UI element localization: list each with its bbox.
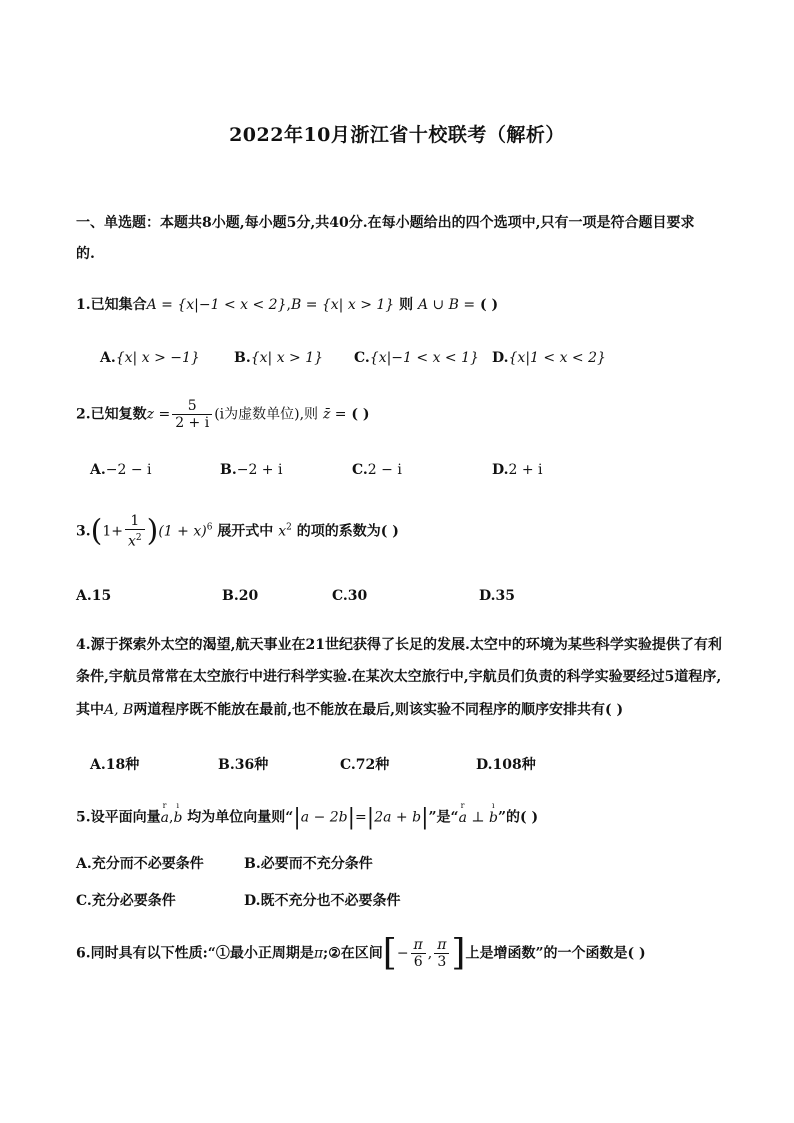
q6-neg: − [396, 945, 409, 962]
q3-fraction [125, 513, 145, 550]
q1-option-a [100, 350, 200, 366]
option-label: C. [354, 350, 370, 366]
section-heading: 一、单选题：本题共8小题,每小题5分,共40分.在每小题给出的四个选项中,只有一项是符合题目要求 [76, 215, 695, 231]
option-text: 36种 [234, 757, 269, 773]
option-label: B. [234, 350, 251, 366]
option-text: {x| x > −1} [115, 350, 200, 366]
q2-fraction [172, 398, 212, 431]
q3-den-exp: 2 [135, 533, 142, 543]
q3-option-c [332, 588, 367, 604]
q5-rhs: 2a + b [374, 809, 422, 826]
q5-perp: ⊥ [466, 809, 490, 826]
right-paren: ) [146, 513, 159, 549]
q6-pi: π [313, 945, 324, 962]
q5-mid2: ”是“ [428, 809, 459, 826]
left-bracket: [ [382, 932, 397, 974]
option-label: D. [479, 588, 496, 604]
q5-perp-a: r a [459, 810, 467, 826]
option-text: 35 [495, 588, 515, 604]
option-text: 72种 [355, 757, 390, 773]
option-text: 15 [91, 588, 112, 604]
option-text: 18种 [105, 757, 140, 773]
q3-num: 1 [125, 513, 145, 530]
q5-vec-a: r a [161, 810, 169, 826]
q3-option-b [222, 588, 258, 604]
option-text: 充分而不必要条件 [91, 856, 204, 872]
q5-vec-b: ı b [173, 810, 182, 826]
abs-bar: | [366, 805, 375, 830]
q2-option-d [492, 462, 543, 478]
q2-note: (i为虚数单位),则 [214, 406, 319, 423]
q6-f2-den: 3 [437, 954, 447, 970]
right-bracket: ] [451, 932, 466, 974]
option-text: 2 − i [367, 462, 402, 478]
option-label: B. [222, 588, 239, 604]
option-label: A. [76, 856, 92, 872]
q5-lhs: a − 2b [300, 809, 348, 826]
option-label: A. [100, 350, 116, 366]
option-label: A. [76, 588, 92, 604]
q3-factor: (1 + x) [158, 523, 207, 540]
q6-fraction-2 [434, 937, 449, 970]
q2-option-a [90, 462, 152, 478]
section-heading-cont: 的. [76, 246, 95, 262]
q1-option-c [354, 350, 479, 366]
q4-option-c [340, 754, 389, 774]
option-label: C. [332, 588, 348, 604]
q4-line3a: 其中 [76, 702, 104, 718]
option-text: 既不充分也不必要条件 [260, 893, 401, 909]
q3-option-a [76, 588, 111, 604]
option-text: 108种 [492, 757, 536, 773]
q5-option-d [244, 890, 401, 910]
q3-term-exp: 2 [286, 522, 292, 533]
question-2 [76, 398, 370, 431]
q6-fraction-1 [411, 937, 426, 970]
option-text: 30 [347, 588, 368, 604]
q2-num: 5 [172, 398, 212, 415]
option-label: A. [90, 757, 106, 773]
abs-bar: | [293, 805, 301, 830]
option-text: 充分必要条件 [91, 893, 176, 909]
question-1 [76, 294, 498, 314]
option-text: 20 [238, 588, 259, 604]
q1-option-d [492, 350, 606, 366]
option-label: D. [244, 893, 261, 909]
q2-den: 2 + i [175, 415, 210, 431]
q1-prefix: 1.已知集合 [76, 297, 147, 313]
question-4-line-3 [76, 699, 623, 719]
q3-suffix1: 展开式中 [217, 523, 274, 540]
option-text: −2 − i [105, 462, 152, 478]
option-text: 2 + i [508, 462, 543, 478]
q3-suffix2: 的项的系数为( ) [296, 523, 399, 540]
option-label: C. [76, 893, 92, 909]
question-4-line-1: 4.源于探索外太空的渴望,航天事业在21世纪获得了长足的发展.太空中的环境为某些科学实验提供了有利 [76, 637, 722, 653]
q2-option-c [352, 462, 402, 478]
option-text: 必要而不充分条件 [260, 856, 373, 872]
q6-mid: ;②在区间 [323, 945, 383, 962]
q5-mid: 均为单位向量则“ [187, 809, 294, 826]
q4-line3m: A, B [104, 702, 134, 718]
q1-set-a: A = {x|−1 < x < 2} [146, 297, 287, 313]
question-4-line-2: 条件,宇航员常常在太空旅行中进行科学实验.在某次太空旅行中,宇航员们负责的科学实验要经过5道程序, [76, 669, 722, 685]
option-label: D. [492, 462, 509, 478]
q1-expr: A ∪ B = [417, 297, 476, 313]
option-label: B. [220, 462, 237, 478]
q3-prefix: 3. [76, 523, 91, 540]
q2-prefix: 2.已知复数 [76, 406, 147, 423]
q2-option-b [220, 462, 282, 478]
q5-option-b [244, 853, 373, 873]
q4-option-a [90, 754, 139, 774]
q5-suffix: ”的( ) [498, 809, 539, 826]
q3-one-plus: 1+ [102, 523, 123, 540]
q5-perp-b: ı b [489, 810, 498, 826]
abs-bar: | [421, 805, 429, 830]
q4-option-d [476, 754, 536, 774]
question-3 [76, 513, 399, 550]
option-label: D. [492, 350, 509, 366]
left-paren: ( [90, 513, 103, 549]
option-label: B. [244, 856, 261, 872]
q5-option-a [76, 853, 204, 873]
option-text: {x|1 < x < 2} [508, 350, 606, 366]
option-label: C. [352, 462, 368, 478]
q1-then: 则 [399, 297, 414, 313]
option-text: {x|−1 < x < 1} [369, 350, 479, 366]
q6-f1-num: π [411, 937, 426, 954]
q2-rhs: z̄ = [322, 406, 347, 423]
q1-paren: ( ) [480, 297, 499, 313]
q3-option-d [479, 588, 515, 604]
option-label: D. [476, 757, 493, 773]
page-title: 2022年10月浙江省十校联考（解析） [229, 124, 565, 146]
q1-set-b: B = {x| x > 1} [290, 297, 395, 313]
option-label: C. [340, 757, 356, 773]
q3-den-wrap [125, 530, 145, 550]
q2-paren: ( ) [351, 406, 370, 423]
question-5 [76, 805, 538, 830]
q3-den: x [127, 533, 136, 550]
q5-sep: , [168, 809, 174, 826]
q5-prefix: 5.设平面向量 [76, 809, 161, 826]
option-label: A. [90, 462, 106, 478]
option-label: B. [218, 757, 235, 773]
abs-bar: | [347, 805, 356, 830]
q1-comma: , [286, 297, 291, 313]
option-text: {x| x > 1} [250, 350, 324, 366]
q5-option-c [76, 890, 176, 910]
q2-lhs: z = [146, 406, 171, 423]
q6-suffix: 上是增函数”的一个函数是( ) [465, 945, 646, 962]
q4-option-b [218, 754, 268, 774]
question-6 [76, 932, 646, 974]
q4-line3b: 两道程序既不能放在最前,也不能放在最后,则该实验不同程序的顺序安排共有( ) [133, 702, 624, 718]
q1-option-b [234, 350, 323, 366]
q3-factor-exp: 6 [206, 522, 213, 533]
q3-term: x [278, 523, 287, 540]
q6-comma: , [427, 945, 433, 962]
option-text: −2 + i [236, 462, 283, 478]
q5-eq: = [355, 809, 367, 826]
q6-f2-num: π [434, 937, 449, 954]
q6-f1-den: 6 [413, 954, 423, 970]
q6-prefix: 6.同时具有以下性质:“①最小正周期是 [76, 945, 314, 962]
